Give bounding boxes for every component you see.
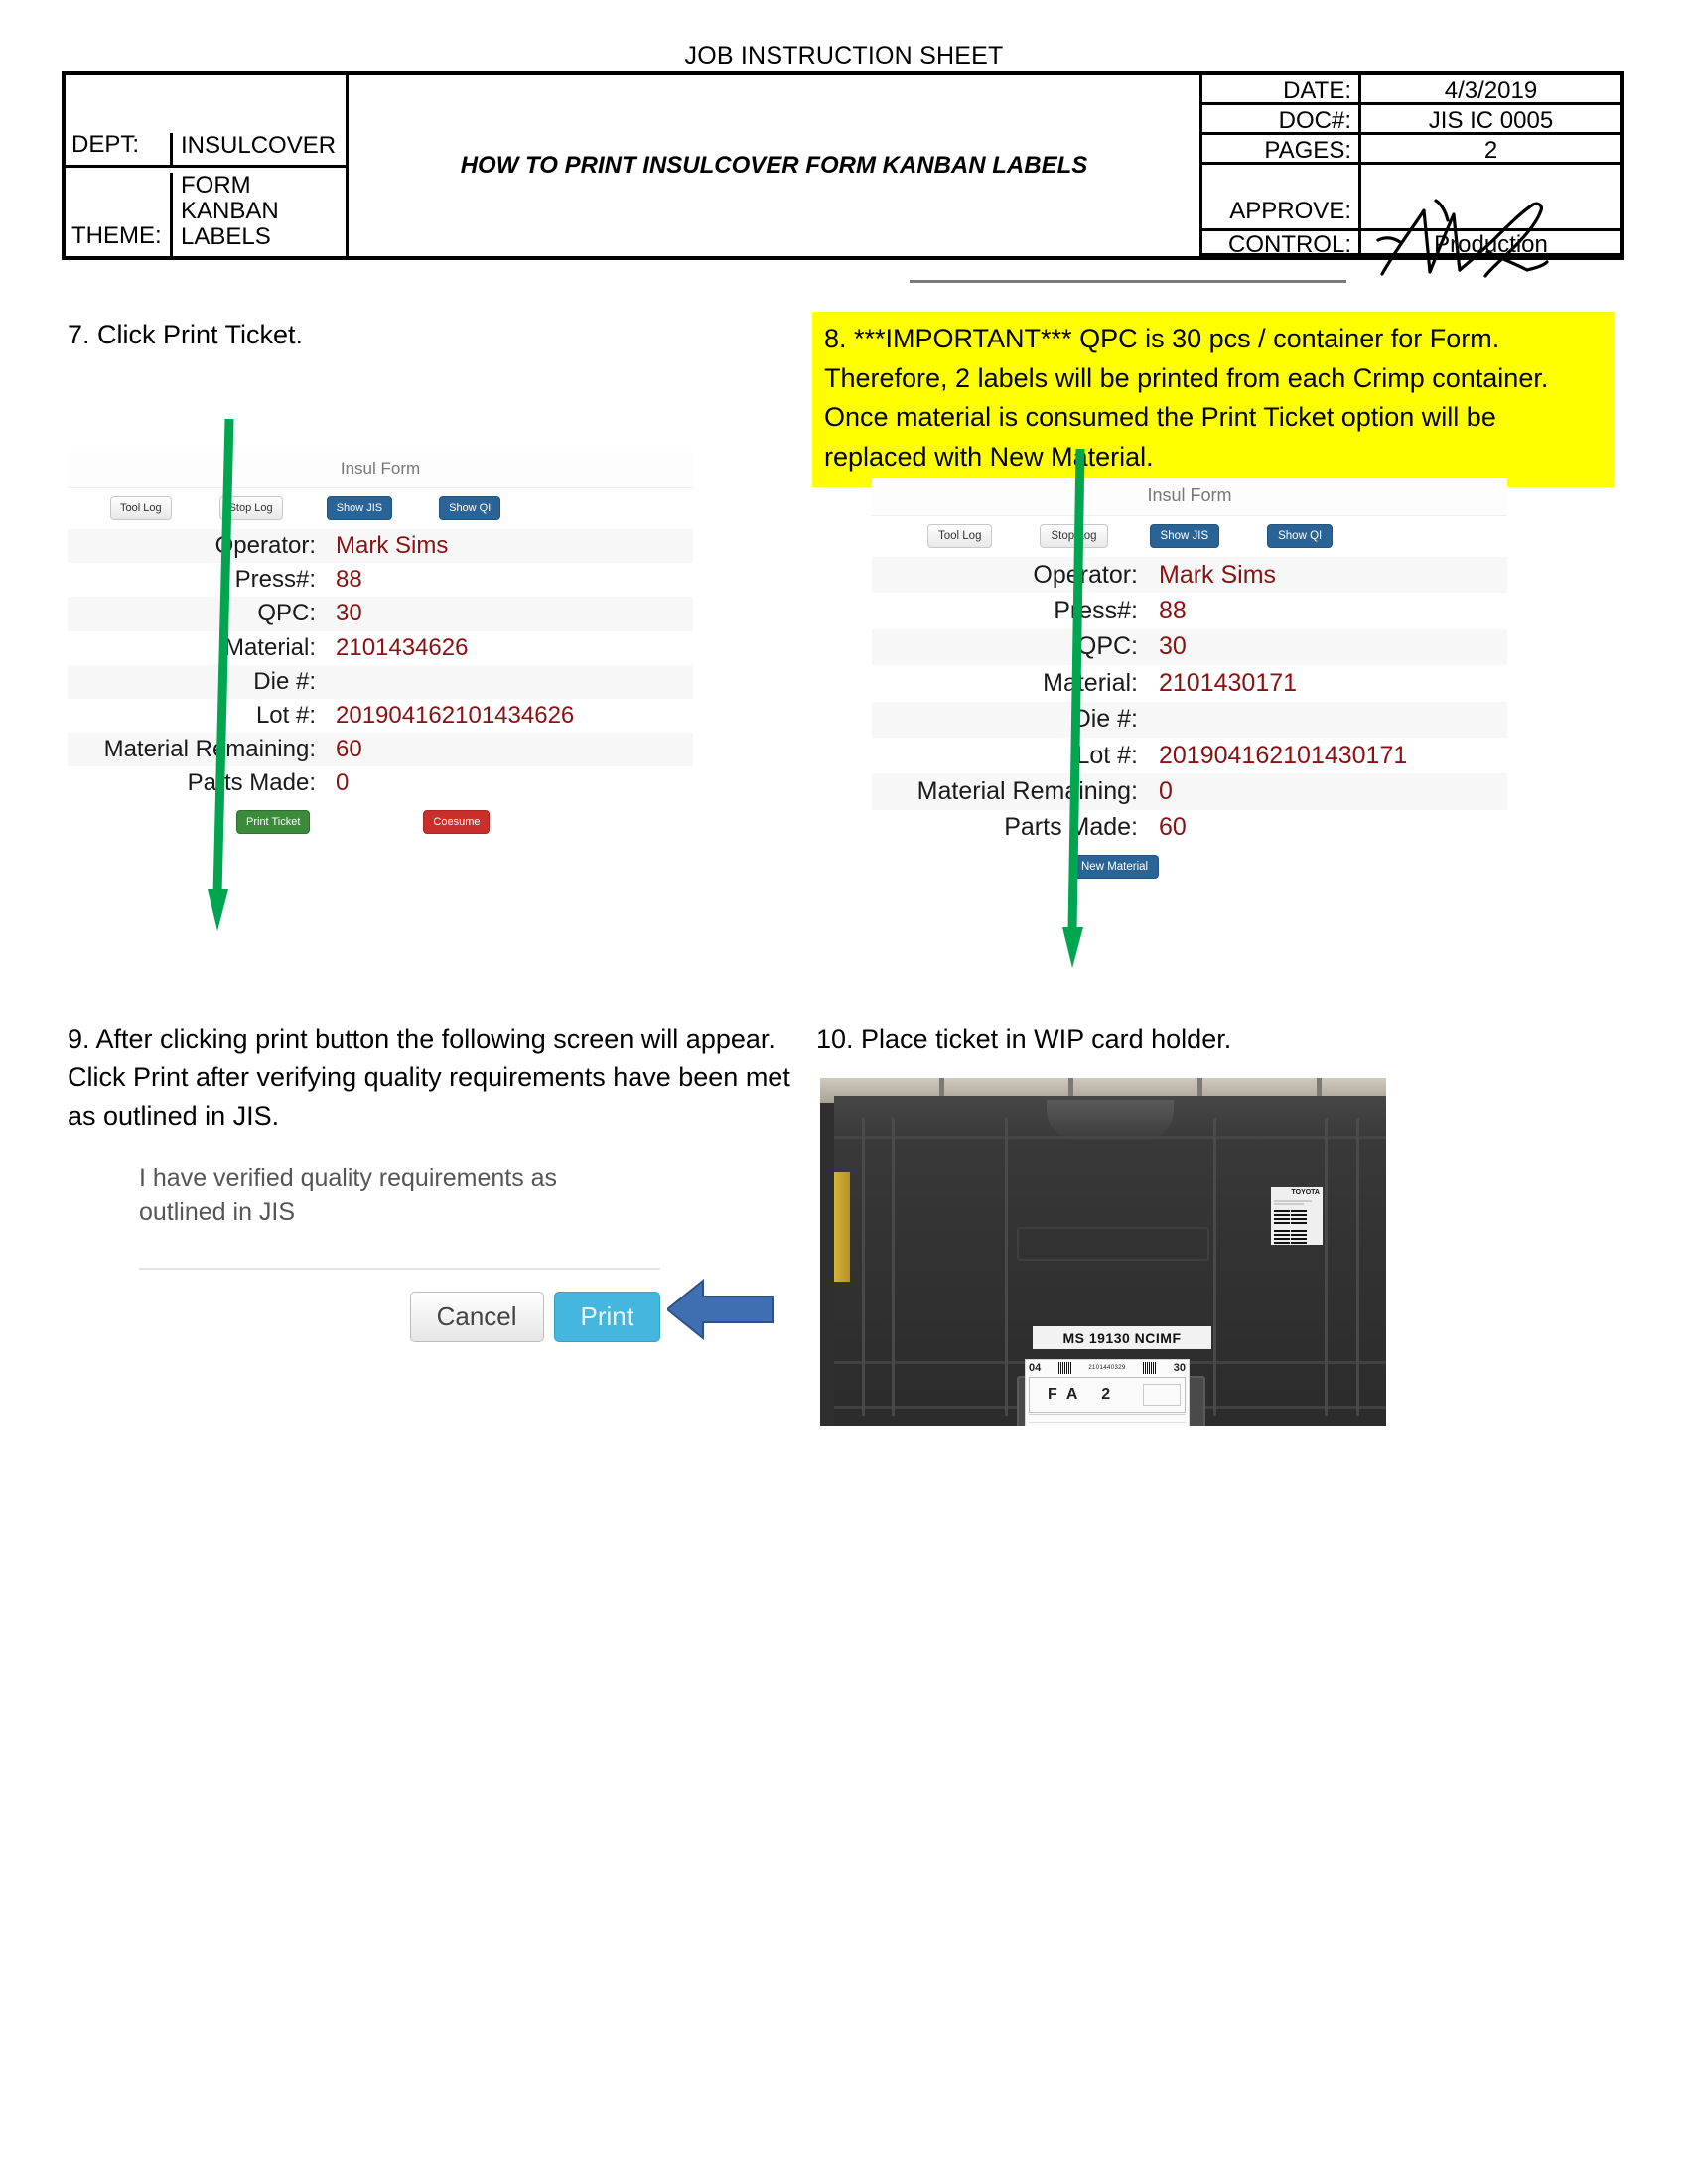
field-label-press: Press#: bbox=[1054, 597, 1138, 625]
theme-value-line2: LABELS bbox=[181, 223, 271, 251]
show-jis-button[interactable]: Show JIS bbox=[327, 496, 392, 520]
field-label-press: Press#: bbox=[234, 566, 316, 594]
step-7-text: 7. Click Print Ticket. bbox=[68, 320, 304, 349]
cancel-button[interactable]: Cancel bbox=[410, 1292, 544, 1342]
document-header-table bbox=[62, 71, 1624, 260]
header-docnum-row bbox=[1202, 105, 1620, 135]
stop-log-button[interactable]: Stop Log bbox=[1040, 524, 1107, 548]
step-10-text: 10. Place ticket in WIP card holder. bbox=[816, 1024, 1232, 1054]
header-right-column bbox=[1202, 75, 1620, 256]
card-top-row bbox=[1026, 1360, 1189, 1376]
field-row-press bbox=[68, 563, 693, 597]
field-value-press: 88 bbox=[1159, 597, 1187, 625]
field-value-material: 2101434626 bbox=[336, 633, 469, 661]
dialog-message bbox=[139, 1156, 660, 1230]
field-label-die: Die #: bbox=[1072, 705, 1138, 734]
field-label-material: Material: bbox=[223, 633, 316, 661]
header-underline-rule bbox=[910, 280, 1346, 283]
field-row-parts-made bbox=[872, 810, 1507, 846]
dept-label: DEPT: bbox=[71, 130, 140, 158]
date-value: 4/3/2019 bbox=[1444, 77, 1538, 104]
doc-value: JIS IC 0005 bbox=[1428, 107, 1554, 134]
wip-card-holder-photo bbox=[820, 1078, 1386, 1426]
app-right-toolbar bbox=[872, 516, 1507, 557]
approve-value bbox=[1361, 165, 1620, 228]
field-row-lot bbox=[68, 699, 693, 733]
show-qi-button[interactable]: Show QI bbox=[1267, 524, 1333, 548]
theme-value bbox=[170, 173, 346, 256]
insul-form-screenshot-after bbox=[872, 478, 1507, 879]
insul-form-screenshot-before bbox=[68, 452, 693, 834]
header-control-row bbox=[1202, 231, 1620, 256]
field-label-material: Material: bbox=[1043, 668, 1138, 697]
card-left-number: 04 bbox=[1029, 1362, 1042, 1374]
card-small-box bbox=[1143, 1384, 1181, 1406]
kanban-ticket-card bbox=[1025, 1359, 1190, 1426]
field-label-qpc: QPC: bbox=[1076, 632, 1138, 661]
blue-arrow-to-print-button bbox=[667, 1279, 774, 1340]
header-theme-row bbox=[66, 168, 346, 257]
dialog-message-line2: outlined in JIS bbox=[139, 1198, 296, 1227]
field-value-material: 2101430171 bbox=[1159, 668, 1298, 697]
step-9-text: 9. After clicking print button the following screen will appear. Click Print after verifying quality requirements have been met as outlined in JIS. bbox=[68, 1024, 790, 1131]
consume-button[interactable]: Coesume bbox=[423, 810, 490, 834]
header-pages-row bbox=[1202, 135, 1620, 165]
field-value-parts-made: 0 bbox=[336, 769, 350, 797]
field-label-operator: Operator: bbox=[1033, 560, 1138, 589]
header-dept-row bbox=[66, 75, 346, 168]
field-value-press: 88 bbox=[336, 566, 362, 594]
field-value-material-remaining: 0 bbox=[1159, 777, 1173, 806]
field-row-material-remaining bbox=[68, 733, 693, 766]
field-value-qpc: 30 bbox=[1159, 632, 1187, 661]
doc-label: DOC#: bbox=[1202, 105, 1361, 132]
tool-log-button[interactable]: Tool Log bbox=[927, 524, 992, 548]
field-row-press bbox=[872, 593, 1507, 628]
card-detail-grid bbox=[1029, 1414, 1186, 1426]
field-value-qpc: 30 bbox=[336, 600, 362, 627]
field-value-parts-made: 60 bbox=[1159, 813, 1187, 842]
field-row-qpc bbox=[68, 597, 693, 630]
dept-value-text: INSULCOVER bbox=[181, 131, 337, 159]
field-label-operator: Operator: bbox=[214, 532, 316, 560]
photo-bin-handle bbox=[1047, 1100, 1174, 1140]
pages-label: PAGES: bbox=[1202, 135, 1361, 162]
field-value-material-remaining: 60 bbox=[336, 736, 362, 763]
bin-part-label: MS 19130 NCIMF bbox=[1033, 1326, 1211, 1349]
page-title: JOB INSTRUCTION SHEET bbox=[684, 42, 1004, 69]
step-8-important-note: 8. ***IMPORTANT*** QPC is 30 pcs / container for Form. Therefore, 2 labels will be printed from each Crimp container. Once material is consumed the Print Ticket option will be replaced with New Material. bbox=[812, 312, 1614, 487]
app-right-title: Insul Form bbox=[872, 478, 1507, 516]
app-right-field-list bbox=[872, 557, 1507, 846]
show-qi-button[interactable]: Show QI bbox=[439, 496, 500, 520]
field-label-die: Die #: bbox=[253, 667, 316, 695]
field-label-parts-made: Parts Made: bbox=[1004, 813, 1138, 842]
card-material-number: 2101440329 bbox=[1088, 1365, 1126, 1371]
field-row-material bbox=[68, 631, 693, 665]
card-detail-row bbox=[1029, 1423, 1186, 1426]
toyota-logo-text: TOYOTA bbox=[1291, 1189, 1320, 1196]
toyota-qr-label bbox=[1271, 1187, 1323, 1245]
field-row-die bbox=[68, 665, 693, 699]
app-left-toolbar bbox=[68, 488, 693, 529]
field-row-lot bbox=[872, 738, 1507, 773]
theme-value-line1: FORM KANBAN bbox=[181, 172, 279, 225]
print-ticket-button[interactable]: Print Ticket bbox=[236, 810, 310, 834]
field-label-lot: Lot #: bbox=[1075, 741, 1138, 769]
header-date-row bbox=[1202, 75, 1620, 105]
print-confirmation-dialog bbox=[139, 1156, 660, 1342]
dialog-message-line1: I have verified quality requirements as bbox=[139, 1164, 558, 1192]
field-row-material-remaining bbox=[872, 773, 1507, 809]
field-value-lot: 201904162101434626 bbox=[336, 702, 575, 730]
barcode-icon bbox=[1143, 1362, 1156, 1374]
barcode-icon bbox=[1058, 1362, 1071, 1374]
field-label-lot: Lot #: bbox=[255, 702, 316, 730]
field-row-parts-made bbox=[68, 766, 693, 800]
header-approve-row bbox=[1202, 165, 1620, 231]
field-value-operator: Mark Sims bbox=[1159, 560, 1277, 589]
photo-yellow-post bbox=[834, 1172, 850, 1282]
field-label-parts-made: Parts Made: bbox=[187, 769, 316, 797]
card-middle-row bbox=[1029, 1377, 1186, 1413]
card-right-number: 30 bbox=[1173, 1362, 1186, 1374]
field-row-operator bbox=[68, 529, 693, 563]
tool-log-button[interactable]: Tool Log bbox=[110, 496, 172, 520]
field-row-operator bbox=[872, 557, 1507, 593]
control-label: CONTROL: bbox=[1202, 231, 1361, 253]
document-title: HOW TO PRINT INSULCOVER FORM KANBAN LABELS bbox=[460, 152, 1088, 179]
field-value-operator: Mark Sims bbox=[336, 532, 449, 560]
new-material-button[interactable]: New Material bbox=[1070, 855, 1159, 879]
pages-value: 2 bbox=[1483, 137, 1498, 164]
date-label: DATE: bbox=[1202, 75, 1361, 102]
header-title-cell bbox=[349, 75, 1202, 256]
header-left-column bbox=[66, 75, 349, 256]
dept-value bbox=[170, 133, 346, 165]
stop-log-button[interactable]: Stop Log bbox=[219, 496, 283, 520]
approve-label: APPROVE: bbox=[1202, 165, 1361, 228]
field-label-qpc: QPC: bbox=[257, 600, 316, 627]
photo-bin-inset-panel bbox=[1017, 1227, 1209, 1261]
show-jis-button[interactable]: Show JIS bbox=[1150, 524, 1220, 548]
app-left-title: Insul Form bbox=[68, 452, 693, 488]
print-button[interactable]: Print bbox=[554, 1292, 660, 1342]
field-label-material-remaining: Material Remaining: bbox=[103, 736, 316, 763]
field-value-lot: 201904162101430171 bbox=[1159, 741, 1408, 769]
dialog-button-bar bbox=[139, 1270, 660, 1342]
app-right-action-bar bbox=[872, 846, 1507, 879]
app-left-action-bar bbox=[68, 801, 693, 834]
card-big-text: FA 2 bbox=[1048, 1386, 1121, 1403]
field-label-material-remaining: Material Remaining: bbox=[916, 777, 1138, 806]
field-row-die bbox=[872, 702, 1507, 738]
app-left-field-list bbox=[68, 529, 693, 801]
theme-label: THEME: bbox=[71, 222, 162, 249]
control-value: Production bbox=[1434, 231, 1548, 258]
field-row-qpc bbox=[872, 629, 1507, 665]
field-row-material bbox=[872, 665, 1507, 701]
card-detail-row bbox=[1029, 1415, 1186, 1423]
